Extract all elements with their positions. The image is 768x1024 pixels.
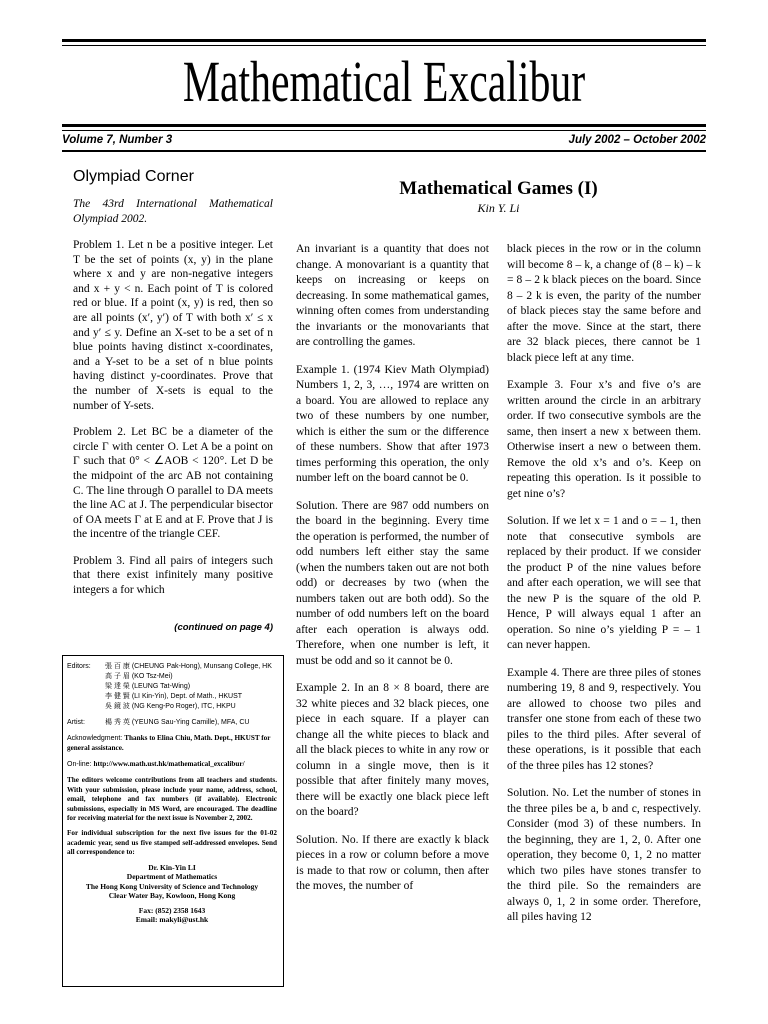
article-column-3 (507, 242, 701, 938)
ack-block (67, 734, 277, 754)
masthead-title: Mathematical Excalibur (182, 49, 586, 114)
address-email: Email: makyli@ust.hk (135, 915, 209, 925)
online-url[interactable]: http://www.math.ust.hk/mathematical_excalibur/ (93, 760, 245, 768)
issue-date: July 2002 – October 2002 (568, 134, 706, 146)
article-paragraph: An invariant is a quantity that does not change. A monovariant is a quantity that keeps on increasing or keeps on decreasing. In some mathematical games, winning often comes from understanding the invariants or the monovariants that are controlling the games. (296, 243, 489, 348)
olympiad-problems (73, 238, 273, 610)
olympiad-subtitle: The 43rd International Mathematical Olympiad 2002. (73, 198, 273, 225)
editors-label: Editors: (67, 663, 91, 670)
article-paragraph: Example 3. Four x’s and five o’s are written around the circle in an arbitrary order. If two consecutive symbols are the same, then insert a new x between them. Otherwise insert a new o between them. Remove the old x’s and o’s. Keep on repeating this operation. Is it possible to get nine o’s? (507, 379, 701, 500)
artist-label: Artist: (67, 719, 85, 726)
issue-rule (62, 150, 706, 152)
article-paragraph: Solution. There are 987 odd numbers on the board in the beginning. Every time the operation is performed, the number of odd numbers left either stay the same (when the numbers taken out are not both odd) or decreases by two (when the numbers taken out are both odd). So the number of odd numbers left on the board after each operation is always odd. Therefore, when one number is left, it must be odd and so it cannot be 0. (296, 499, 489, 667)
continued-note: (continued on page 4) (174, 622, 273, 633)
olympiad-title: Olympiad Corner (73, 168, 194, 185)
article-author: Kin Y. Li (477, 201, 520, 215)
address-line: Clear Water Bay, Kowloon, Hong Kong (108, 891, 236, 901)
article-title: Mathematical Games (I) (399, 178, 598, 199)
address-line: Department of Mathematics (126, 872, 218, 882)
welcome-text: The editors welcome contributions from all teachers and students. With your submission, please include your name, address, school, email, telephone and fax numbers (if available). Electronic submissions, especially in MS Word, are encouraged. The deadline for receiving material for the next issue is November 2, 2002. (67, 776, 277, 823)
editors-list (105, 662, 272, 712)
problem-1: Problem 1. Let n be a positive integer. Let T be the set of points (x, y) in the plane where x and y are non-negative integers and x + y < n. Each point of T is colored red or blue. If a point (x, y) is red, then so are all points (x′, y′) of T with both x′ ≤ x and y′ ≤ y. Define an X-set to be a set of n blue points having distinct x-coordinates, and a Y-set to be a set of n blue points having distinct y-coordinates. Prove that the number of X-sets is equal to the number of Y-sets. (73, 239, 273, 412)
address-line: Dr. Kin-Yin LI (148, 862, 196, 872)
address-fax: Fax: (852) 2358 1643 (138, 905, 206, 915)
subscription-text: For individual subscription for the next five issues for the 01-02 academic year, send us five stamped self-addressed envelopes. Send all correspondence to: (67, 828, 277, 857)
editor-entry: 張 百 康 (CHEUNG Pak-Hong), Munsang College, HK (105, 663, 272, 670)
article-paragraph: black pieces in the row or in the column will become 8 – k, a change of (8 – k) – k = 8 – 2 k black pieces on the board. Since 8 – 2 k is even, the parity of the number of black pieces stay the same before and after the move. Since at the start, there are 32 black pieces, there cannot be 1 black piece left at any time. (507, 243, 701, 364)
artist-name: 楊 秀 英 (YEUNG Sau-Ying Camille), MFA, CU (105, 719, 250, 726)
editor-entry: 李 健 賢 (LI Kin-Yin), Dept. of Math., HKUST (105, 693, 243, 700)
problem-2: Problem 2. Let BC be a diameter of the circle Γ with center O. Let A be a point on Γ such that 0° < ∠AOB < 120°. Let D be the midpoint of the arc AB not containing C. The line through O parallel to DA meets the line AC at J. The perpendicular bisector of OA meets Γ at E and at F. Prove that J is the incentre of the triangle CEF. (73, 426, 273, 541)
editorial-content (67, 662, 277, 925)
problem-3: Problem 3. Find all pairs of integers such that there exist infinitely many positive integers a for which (73, 554, 273, 597)
article-paragraph: Example 2. In an 8 × 8 board, there are 32 white pieces and 32 black pieces, one piece in each square. If a player can change all the white pieces to black and all the black pieces to white in any row or column in a single move, then is it possible that after finitely many moves, there will be exactly one black piece left on the board? (296, 682, 489, 818)
ack-text: Thanks to Elina Chiu, Math. Dept., HKUST for general assistance. (67, 734, 271, 752)
editor-entry: 梁 達 榮 (LEUNG Tat-Wing) (105, 683, 191, 690)
editors-block (67, 662, 277, 712)
article-paragraph: Example 1. (1974 Kiev Math Olympiad) Numbers 1, 2, 3, …, 1974 are written on a board. You are allowed to replace any two of these numbers by one number, which is either the sum or the difference of these numbers. Show that after 1973 times performing this operation, the only number left on the board cannot be 0. (296, 363, 489, 484)
article-column-2 (296, 242, 489, 907)
online-label: On-line: (67, 761, 92, 768)
ack-label: Acknowledgment: (67, 735, 123, 742)
masthead-rule-thin (62, 130, 706, 131)
article-paragraph: Solution. If we let x = 1 and o = – 1, then note that consecutive symbols are replaced by their product. If we consider the product P of the nine values before and after each operation, we will see that the new P is the square of the old P. Hence, P will always equal 1 after an operation. So nine o’s yielding P = – 1 can never happen. (507, 515, 701, 651)
editor-entry: 高 子 眉 (KO Tsz-Mei) (105, 673, 173, 680)
article-paragraph: Solution. No. Let the number of stones in the three piles be a, b and c, respectively. Consider (mod 3) of these numbers. In the beginning, they are 1, 2, 0. After one operation, they become 0, 1, 2 no matter which two piles have stones transfer to the third pile. So the remainders are always 0, 1, 2 in some order. Therefore, all piles having 12 (507, 787, 701, 923)
issue-volume: Volume 7, Number 3 (62, 134, 173, 146)
online-block (67, 760, 277, 770)
top-rule-thin (62, 45, 706, 46)
masthead-rule-thick (62, 124, 706, 127)
article-paragraph: Example 4. There are three piles of stones numbering 19, 8 and 9, respectively. You are allowed to choose two piles and transfer one stone from each of these two piles to the third piles. After several of these operations, is it possible that each of the three piles has 12 stones? (507, 666, 701, 772)
address-line: The Hong Kong University of Science and Technology (85, 881, 259, 891)
editor-entry: 吳 鏡 波 (NG Keng-Po Roger), ITC, HKPU (105, 703, 236, 710)
artist-block (67, 718, 277, 728)
top-rule-thick (62, 39, 706, 42)
address-block (67, 863, 277, 925)
article-paragraph: Solution. No. If there are exactly k black pieces in a row or column before a move is made to that row or column, then after the moves, the number of (296, 833, 489, 892)
